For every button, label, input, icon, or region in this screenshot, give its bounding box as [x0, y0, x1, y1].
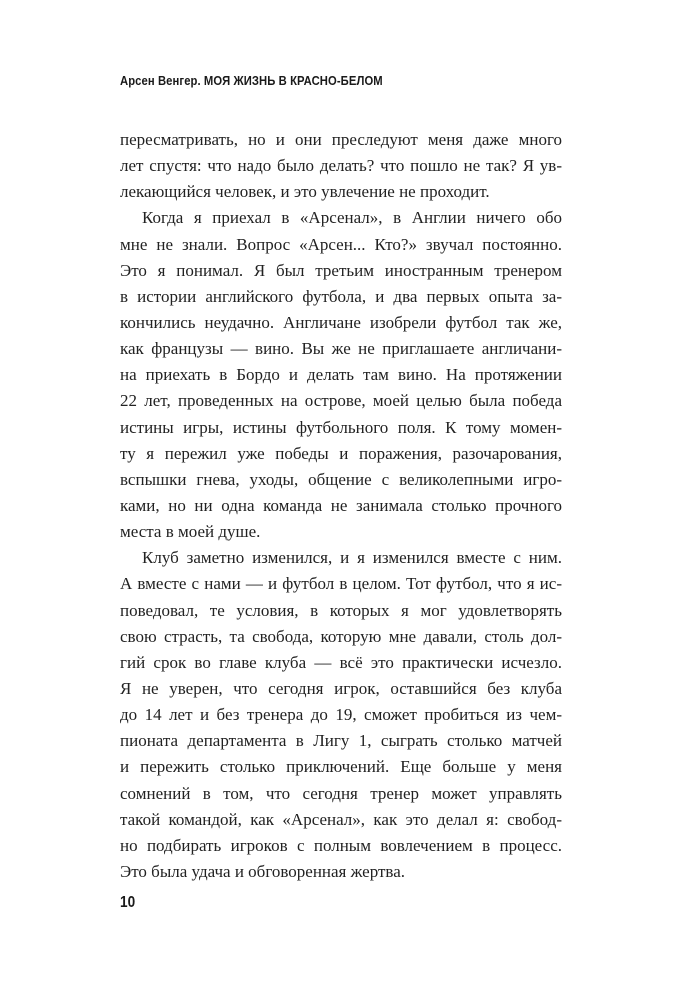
text-line: в истории английского футбола, и два первых опыта за-	[120, 286, 562, 306]
text-line: лет спустя: что надо было делать? что пошло не так? Я ув-	[120, 156, 562, 176]
paragraph	[120, 205, 562, 545]
text-line: Когда я приехал в «Арсенал», в Англии ничего обо	[142, 208, 562, 228]
text-line: Я не уверен, что сегодня игрок, оставшийся без клуба	[120, 678, 562, 698]
text-line: вспышки гнева, уходы, общение с великолепными игро-	[120, 469, 562, 489]
page-number: 10	[120, 894, 136, 911]
text-line: Это я понимал. Я был третьим иностранным тренером	[120, 260, 562, 280]
paragraph	[120, 127, 562, 205]
text-line: мне не знали. Вопрос «Арсен... Кто?» звучал постоянно.	[120, 234, 562, 254]
text-line: лекающийся человек, и это увлечение не проходит.	[120, 182, 490, 202]
text-line: до 14 лет и без тренера до 19, сможет пробиться из чем-	[120, 705, 562, 725]
text-line: как французы — вино. Вы же не приглашаете англичани-	[120, 339, 562, 359]
paragraph	[120, 545, 562, 885]
text-line: сомнений в том, что сегодня тренер может управлять	[120, 783, 562, 803]
text-line: Это была удача и обговоренная жертва.	[120, 861, 405, 881]
text-line: А вместе с нами — и футбол в целом. Тот футбол, что я ис-	[120, 574, 562, 594]
running-head: Арсен Венгер. МОЯ ЖИЗНЬ В КРАСНО-БЕЛОМ	[120, 74, 383, 88]
text-line: места в моей душе.	[120, 522, 261, 542]
text-line: на приехать в Бордо и делать там вино. На протяжении	[120, 365, 562, 385]
text-line: ту я пережил уже победы и поражения, разочарования,	[120, 443, 562, 463]
body-text	[120, 127, 562, 885]
text-line: истины игры, истины футбольного поля. К тому момен-	[120, 417, 562, 437]
text-line: 22 лет, проведенных на острове, моей целью была победа	[120, 391, 562, 411]
text-line: ками, но ни одна команда не занимала столько прочного	[120, 495, 562, 515]
text-line: такой командой, как «Арсенал», как это делал я: свобод-	[120, 809, 562, 829]
text-line: и пережить столько приключений. Еще больше у меня	[120, 757, 562, 777]
text-line: пионата департамента в Лигу 1, сыграть столько матчей	[120, 731, 562, 751]
text-line: пересматривать, но и они преследуют меня даже много	[120, 130, 562, 149]
text-line: кончились неудачно. Англичане изобрели футбол так же,	[120, 312, 562, 332]
text-line: поведовал, те условия, в которых я мог удовлетворять	[120, 600, 562, 620]
text-line: свою страсть, та свобода, которую мне давали, столь дол-	[120, 626, 562, 646]
text-line: но подбирать игроков с полным вовлечением в процесс.	[120, 835, 562, 855]
text-line: Клуб заметно изменился, и я изменился вместе с ним.	[142, 548, 562, 568]
text-line: гий срок во главе клуба — всё это практически исчезло.	[120, 652, 562, 672]
